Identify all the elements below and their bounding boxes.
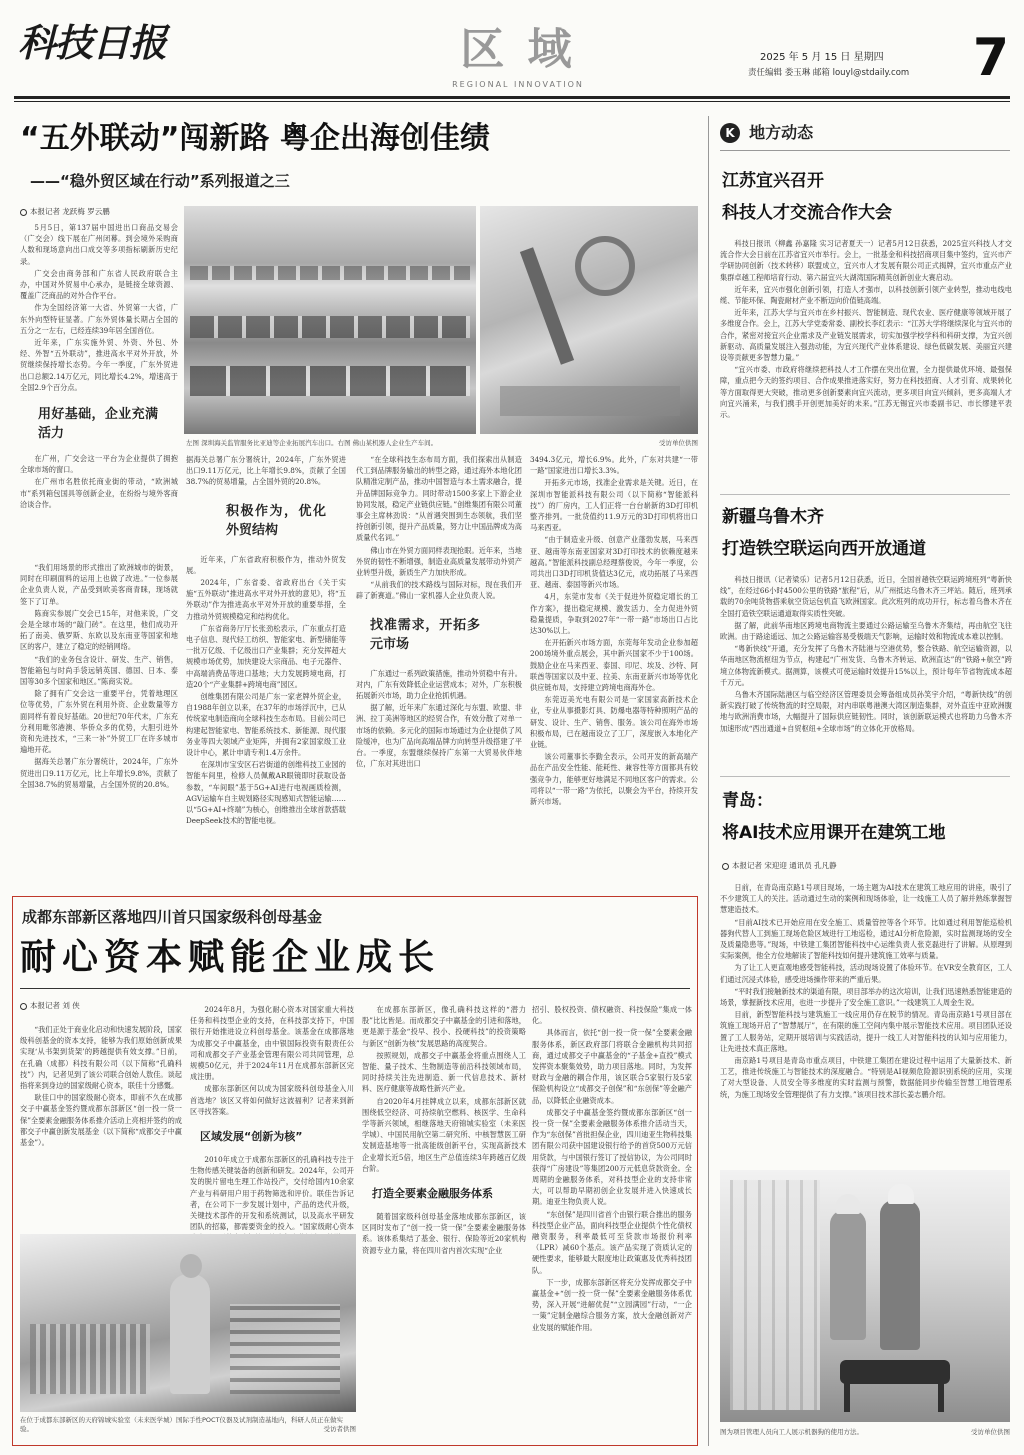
chengdu-column-1 <box>20 1024 182 1202</box>
paragraph: 日前，在青岛南京路1号项目现场，一场主题为AI技术在建筑工地应用的讲座，吸引了不少建筑工人的关注。活动通过生动的案例和现场体验，让一线施工人员了解并熟练掌握智慧建造技术。 <box>720 883 1012 915</box>
lead-title: “五外联动”闯新路 粤企出海创佳绩 <box>20 121 490 156</box>
paragraph: 为了让工人更直观地感受智能科技，活动现场设置了体验环节。在VR安全教育区，工人们通过沉浸式体验，感受进场操作带来的严重后果。 <box>720 963 1012 984</box>
paragraph: 在深圳市宝安区石岩街道的创维科技工业园的智能车间里，检修人员佩戴AR眼镜即时获取设备参数，“车间眼”基于5G+AI进行电视画质检测，AGV运输车自主规划路径实现感知式智能运输……以“5G+AI+终端”为核心，创维推出全球首款搭载DeepSeek技术的智能电视。 <box>186 760 346 826</box>
paragraph: 佛山市在外贸方面同样表现抢眼。近年来，当地外贸的韧性不断增强，制造业高质量发展带动外贸产业转型升级，新质生产力加快形成。 <box>356 545 522 578</box>
paragraph: 下一步，成都东部新区将充分发挥成都交子中赢基金+“创一投一贷一保”全要素金融服务体系优势，深入开展“进解优促”“立园满园”行动，“一企一策”定制金融综合服务方案，放大金融创新对产业发展的赋能作用。 <box>532 1277 692 1332</box>
lead-photo-caption <box>186 439 698 448</box>
paragraph: “从前我们的技术路线与国际对标，现在我们开辟了新赛道。”佛山一家机器人企业负责人说。 <box>356 580 522 601</box>
paragraph: “在全球科技生态布局方面，我们探索出从制造代工到品牌服务输出的转型之路，通过海外本地化团队精准定制产品，推动中国智造与本土需求融合，提升品牌国际竞争力。同时带动1500多家上下游企业协同发展，稳定产业链供应链。”创维集团有限公司董事会主席林劲说：“从首遇突围到生态领航，我们坚持创新引领，提升产品质量，努力让中国品牌成为高质量代名词。” <box>356 455 522 543</box>
paragraph: 具体而言，依托“创一投一贷一保”全要素金融服务体系，新区政府部门将联合金融机构共同招商，通过成都交子中赢基金的“子基金+直投”模式发挥资本聚集效势，助力项目落地。同时，为发挥财政与金融的耦合作用，该区联合5家银行及5家保险机构设立“成都交子创保”和“东创保”等金融产品，以降低企业融资成本。 <box>532 1028 692 1105</box>
lead-photo-left <box>184 206 476 434</box>
paragraph: 广交会由商务部和广东省人民政府联合主办，中国对外贸易中心承办，是链接全球资源、覆盖广泛商品的对外合作平台。 <box>20 268 178 301</box>
lead-caption-credit: 受访单位供图 <box>659 439 698 447</box>
paragraph: 自2020年4月挂牌成立以来，成都东部新区就围绕低空经济、可持续航空燃料、核医学、生命科学等新兴领域，相继落地天府锦城实验室（未来医学城）、中国民用航空第二研究所、中核智慧医工研发制造基地等一批高能级创新平台，实现高新技术企业增长近5倍，地区生产总值连续3年跨越百亿级台阶。 <box>362 1096 526 1173</box>
paragraph: 2024年8月，为强化耐心资本对国家重大科技任务和科技型企业的支持，在科技部支持下，中国银行开始推进设立科创母基金。该基金在成都落地为成都交子中赢基金，由中银国际投资有限责任公司和成都交子产业基金管理有限公司共同管理，总规模50亿元，并于2024年11月在成都东部新区完成注册。 <box>190 1005 354 1082</box>
chengdu-photo-caption <box>20 1416 356 1434</box>
paragraph: 乌鲁木齐国际陆港区与临空经济区管理委员会筹备组成员孙笑宇介绍，“粤新快线”的创新实践打破了传统物流的时空局限，对内串联粤港澳大湾区制造集群，对外直连中亚欧洲腹地与欧洲消费市场，大幅提升了国际供应链韧性。同时，该创新联运模式也将助力乌鲁木齐加速形成“西出通道+自贸枢纽+全球市场”的立体化开放格局。 <box>720 690 1012 733</box>
chengdu-rule <box>20 988 690 989</box>
paragraph: 招引、股权投资、债权融资、科技保险”集成一体化。 <box>532 1005 692 1026</box>
urumqi-body <box>720 574 1012 772</box>
paragraph: 随着国家级科创母基金落地成都东部新区，该区同时发布了“创一投一贷一保”全要素金融服务体系。该体系集结了基金、银行、保险等近20家机构资源专业力量，将在四川省内首次实现“企业 <box>362 1212 526 1255</box>
paragraph: 成都交子中赢基金签约暨成都东部新区“创一投一贷一保”全要素金融服务体系推介活动当天，作为“东创保”首批担保企业，四川迪亚生物科技集团有限公司获中国建设银行给予的首贷500万元信用贷款，与中国银行签订了授信协议，为公司同时获得“广房建设”等集团200万元低息贷款资金。全周期的金融服务体系，对科技型企业的支持非常大，可以帮助早期初创企业发展并进入快速成长期。迪亚生物负责人说。 <box>532 1107 692 1207</box>
lead-subtitle: ——“稳外贸区域在行动”系列报道之三 <box>30 172 290 190</box>
chengdu-caption-text: 在位于成都东部新区的天府锦城实验室（未来医学城）国际手性POCT仪器及试剂制造基地内，科研人员正在做实验。 <box>20 1416 344 1433</box>
paragraph: “我们的业务包含设计、研发、生产、销售，智能箱包与时尚手袋远销英国、德国、日本、泰国等30多个国家和地区。”陈商实说。 <box>20 654 178 687</box>
paragraph: “我们用场景的形式推出了欧洲城市的街景，同时在印刷面料的运用上也做了改进。”一位参展企业负责人说，产品受到欧美客商青睐，现场就签下了订单。 <box>20 563 178 606</box>
paragraph: 按照规划，成都交子中赢基金将重点围绕人工智能、量子技术、生物制造等前沿科技领域布局，同时持续关注先进制造、新一代信息技术、新材料、医疗健康等战略性新兴产业。 <box>362 1050 526 1094</box>
editor-line: 责任编辑 娄玉琳 邮箱 louyl@stdaily.com <box>748 68 910 78</box>
lead-column-4 <box>530 454 698 880</box>
masthead <box>0 0 1024 104</box>
paragraph: 东莞迈美光电有限公司是一家国家高新技术企业，专业从事摄影灯具、防爆电器等特种照明产品的研发、设计、生产、销售、服务。该公司在海外市场积极布局，已在越南设立了工厂，深度嵌入本地化产业链。 <box>530 695 698 750</box>
section-title: 区 域 <box>460 24 576 75</box>
lead-column-2 <box>186 454 346 880</box>
qingdao-body <box>720 882 1012 1164</box>
qingdao-caption-text: 图为项目管理人员向工人展示机器狗的使用方法。 <box>720 1428 863 1436</box>
right-column-divider <box>708 116 709 1446</box>
byline-marker-icon <box>20 1003 27 1010</box>
paragraph: 成都东部新区何以成为国家级科创母基金入川首选地？该区又将如何做好这波福利？记者来到新区寻找答案。 <box>190 1084 354 1116</box>
paragraph: “宜兴市委、市政府将继续把科技人才工作摆在突出位置，全力提供最优环境、最强保障，重点把今天的签约项目、合作成果推进落实好，努力在科技招商、人才引育、成果转化等方面取得更大突破，推动更多创新要素向宜兴流动，更多项目向宜兴倾斜，更多高端人才向宜兴涌来，与我们携手开创更加美好的未来。”江苏无锡宜兴市委副书记、市长缪建平表示。 <box>720 365 1012 420</box>
paragraph: 据海关总署广东分署统计，2024年，广东外贸进出口9.11万亿元，比上年增长9.8%，贡献了全国38.7%的贸易增量，占全国外贸的20.8%。 <box>186 455 346 487</box>
paragraph: “我们正处于商业化启动和快速发展阶段，国家级科创基金的资本支持，能够为我们原始创新成果实现‘从书架到货架’的跨越提供有效支撑。”日前，在孔确（成都）科技有限公司（以下简称“孔确科技”）内，记者见到了该公司联合创始人敖佳。谈起指将来到身边的国家级耐心资本，联佳十分感慨。 <box>20 1025 182 1091</box>
paragraph: “由于制造业升级、创意产业蓬勃发展，马来西亚、越南等东南亚国家对3D打印技术的依赖度越来越高。”智能派科技副总经理蔡俊说，今年一季度，公司共出口3D打印机货值达3亿元，成功拓展了马来西亚、越南、泰国等新兴市场。 <box>530 535 698 590</box>
qingdao-byline <box>722 860 1012 871</box>
paragraph: 据了解，此前华南地区跨境电商物流主要通过公路运输至乌鲁木齐集结，再由航空飞往欧洲。由于路途遥远、加之公路运输容易受极端天气影响，运输时效和物流成本难以控制。 <box>720 620 1012 642</box>
byline-marker-icon <box>20 209 27 216</box>
byline-marker-icon <box>722 863 729 870</box>
yixing-body <box>720 238 1012 490</box>
paragraph: 据了解，近年来广东通过深化与东盟、欧盟、非洲、拉丁美洲等地区的经贸合作，有效分散了对单一市场的依赖。多元化的国际市场通过为企业提供了风险缓冲，也为广品向高端品牌方向转型升级搭建了平台。一季度，东盟继续保持广东第一大贸易伙伴地位，广东对其进出口 <box>356 703 522 769</box>
qingdao-photo-caption <box>720 1428 1010 1437</box>
section-label-rule <box>720 150 1010 151</box>
chengdu-column-4 <box>532 1004 692 1442</box>
chengdu-column-2 <box>190 1004 354 1232</box>
header-rule <box>14 96 1010 99</box>
chengdu-byline <box>20 1000 180 1011</box>
lead-subhead-3: 找准需求，开拓多元市场 <box>370 617 480 652</box>
paragraph: 创维集团有限公司是广东一家老牌外贸企业，自1988年创立以来，在37年的市场浮沉中，已从传统家电制造商向全球科技生态布局。目前公司已构建起智能家电、智能系统技术、新能源、现代服务业等四大领域产业矩阵，并拥有2家国家级工业设计中心，累计申请专利1.4万余件。 <box>186 692 346 758</box>
lead-photo-right <box>480 206 698 434</box>
yixing-title-line-2: 科技人才交流合作大会 <box>722 203 892 223</box>
paragraph: 广东省商务厅厅长张劲松表示，广东重点打造电子信息、现代轻工纺织、智能家电、新型储能等一批万亿级、千亿级出口产业集群；充分发挥超大规模市场优势，加快建设大宗商品、电子元器件、中高端消费品等进口基地；大力发展跨境电商，打造20个“产业集群+跨境电商”园区。 <box>186 623 346 689</box>
paragraph: 3494.3亿元，增长6.9%。此外，广东对共建“一带一路”国家进出口增长3.3%。 <box>530 455 698 476</box>
byline-text: 本报记者 龙跃梅 罗云鹏 <box>30 207 110 216</box>
paragraph: 陈商实参展广交会已15年，对他来说，广交会是全球市场的“敲门砖”。在这里，他们成功开拓了南美、俄罗斯、东欧以及东南亚等国家和地区的客户，建立了稳定的经销网络。 <box>20 608 178 652</box>
paragraph: “东创保”是四川省首个由银行联合推出的服务科技型企业产品，面向科技型企业提供个性化债权融资服务，利率最低可至贷款市场报价利率（LPR）减60个基点。该产品实现了资质认定的硬性要求，能够最大限度地让政策惠及优秀科技团队。 <box>532 1209 692 1275</box>
paragraph: “平时我们接触新技术的渠道有限，项目部举办的这次培训，让我们迅速熟悉智能建造的场景，掌握新技术应用，也进一步提升了安全施工意识。”一线建筑工人周金生说。 <box>720 986 1012 1008</box>
paragraph: 在广州，广交会这一平台为企业提供了拥抱全球市场的窗口。 <box>20 454 178 475</box>
paragraph: 2010年成立于成都东部新区的孔确科技专注于生物传感关键装备的创新和研发。2024年，公司开发的脱片留电生理工作站投产，交付给国内10余家产业与科研用户用于药物筛选和评价。联佳告诉记者，在公司下一步发展计划中，产品的迭代升级，关键技术部件的开发和系统测试，以及高水平研发团队的招募，都需要资金的投入。“国家级耐心资本 <box>190 1155 354 1232</box>
lead-caption-text: 左图 深圳海关监管服务比亚迪等企业拓展汽车出口。右图 佛山某机器人企业生产车间。 <box>186 439 438 447</box>
section-label-text: 地方动态 <box>749 123 814 142</box>
k-badge-icon: K <box>720 123 740 143</box>
local-news-section-label <box>720 120 1010 146</box>
section-subtitle: REGIONAL INNOVATION <box>452 80 584 89</box>
paragraph: 耿佳口中的国家级耐心资本，即前不久在成都交子中赢基金签约暨成都东部新区“创一投一贷一保”全要素金融服务体系推介活动上亮相并签约的成都交子中赢创新发展基金（以下简称“成都交子中赢基金”）。 <box>20 1093 182 1148</box>
header-rule-thin <box>14 101 1010 102</box>
paragraph: 广东通过一系列政策措施，推动外贸稳中有升。对内，广东有效降低企业运营成本；对外，广东积极拓展新兴市场，助力企业抢抓机遇。 <box>356 668 522 701</box>
paragraph: 科技日报讯（记者梁乐）记者5月12日获悉，近日，全国首趟铁空联运跨境班列“粤新快线”，在经过66小时4500公里的铁路“旅程”后，从广州抵达乌鲁木齐三坪站。随后，班列承载的70余吨货物搭乘航空货运包机直飞欧洲国家。此次班列的成功开行，标志着乌鲁木齐在全国打造铁空联运通道取得实质性突破。 <box>720 575 1012 618</box>
article-divider <box>720 776 1010 777</box>
chengdu-title: 耐心资本赋能企业成长 <box>20 937 441 978</box>
paragraph: 在开拓新兴市场方面，东莞每年发动企业参加超200场境外重点展会，其中新兴国家不少于100场。鼓励企业在马来西亚、泰国、印尼、埃及、沙特、阿联酋等国家以及中亚、拉美、东南亚新兴市场等优化供应链布局，支持建立跨境电商海外仓。 <box>530 638 698 693</box>
chengdu-caption-credit: 受访者供图 <box>323 1425 356 1433</box>
paragraph: 近年来，宜兴市强化创新引领，打造人才强市，以科技创新引领产业转型，推动电线电缆、节能环保、陶瓷耐材产业不断迈向价值链高端。 <box>720 284 1012 306</box>
paragraph: 近年来，广东实施外贸、外资、外包、外经、外智“五外联动”，推进高水平对外开放，外贸继续保持增长态势。今年一季度，广东外贸进出口总额2.14万亿元，同比增长4.2%，增速高于全国2.9个百分点。 <box>20 338 178 392</box>
paragraph: 4月，东莞市发布《关于促进外贸稳定增长的工作方案》，提出稳定规模、激发活力、全力促进外贸稳量提质，争取到2027年“一带一路”市场出口占比达30%以上。 <box>530 592 698 636</box>
paragraph: 目前，新型智能科技与建筑施工一线应用仍存在脱节的情况。青岛南京路1号项目部在筑施工现场开启了“智慧展厅”，在有限的施工空间内集中展示智能技术应用。项目团队还设置了工人服务站，定期开展培训与实践活动，提升一线工人对智能科技的认知与应用能力，让先进技术真正落地。 <box>720 1010 1012 1053</box>
qingdao-title-line-2: 将AI技术应用课开在建筑工地 <box>722 823 946 843</box>
qingdao-caption-credit: 受访单位供图 <box>971 1428 1010 1436</box>
chengdu-subhead-2: 打造全要素金融服务体系 <box>372 1187 493 1201</box>
article-divider <box>720 494 1010 495</box>
paragraph: 在广州市名胜依托商业街的带动，“欧洲城市”系列箱包国具等创新企业，在纷纷与境外客商洽谈合作。 <box>20 477 178 509</box>
paragraph: 作为全国经济第一大省、外贸第一大省，广东外向型特征显著。广东外贸体量长期占全国的五分之一左右，已经连续39年居全国首位。 <box>20 303 178 335</box>
paragraph: “粤新快线”开通，充分发挥了乌鲁木齐陆港与空港优势，整合铁路、航空运输资源，以华南地区物流枢纽为节点，构建起“广州发货、乌鲁木齐转运、欧洲直达”的“铁路+航空”跨境立体物流新模式。据测算，该模式可使运输时效提升15%以上，预计每年节省物流成本超千万元。 <box>720 644 1012 687</box>
qingdao-photo <box>720 1170 1010 1422</box>
lead-subhead-2: 积极作为，优化外贸结构 <box>226 503 326 538</box>
yixing-title-line-1: 江苏宜兴召开 <box>722 171 824 191</box>
paragraph: 南京路1号项目是青岛市重点项目，中铁建工集团在建设过程中运用了大量新技术、新工艺，推进传统施工与智能技术的深度融合。“特别是AI视频危险源识别系统的应用，实现了对大型设备、人员安全等多维度的实时监测与预警，数据能同步传输至智慧工地管理系统，为施工现场安全管理提供了有力支撑。”该项目技术部长姜志鹏介绍。 <box>720 1056 1012 1099</box>
lead-subhead-1: 用好基础，企业充满活力 <box>38 407 158 442</box>
lead-byline <box>20 206 190 217</box>
byline-text: 本报记者 宋迎迎 通讯员 孔凡静 <box>732 861 837 870</box>
lead-column-1 <box>20 222 178 562</box>
urumqi-title-line-2: 打造铁空联运向西开放通道 <box>722 539 926 559</box>
lead-column-3 <box>356 454 522 880</box>
chengdu-column-3 <box>362 1004 526 1442</box>
paragraph: 近年来，广东省政府积极作为，推动外贸发展。 <box>186 554 346 575</box>
urumqi-title-line-1: 新疆乌鲁木齐 <box>722 507 824 527</box>
paragraph: 开拓多元市场，找准企业需求是关键。近日，在深圳市智能派科技有限公司（以下简称“智能派科技”）的厂房内，工人们正将一台台崭新的3D打印机整齐排列。一批货值约11.9万元的3D打印机将出口马来西亚。 <box>530 478 698 533</box>
paragraph: 2024年，广东省委、省政府出台《关于实施“五外联动”推进高水平对外开放的意见》，将“五外联动”作为推进高水平对外开放的重要举措，全力推动外贸规模稳定和结构优化。 <box>186 578 346 621</box>
qingdao-title-line-1: 青岛： <box>722 791 773 811</box>
paragraph: 近年来，江苏大学与宜兴市在乡村振兴、智能制造、现代农业、医疗健康等领域开展了多维度合作。会上，江苏大学党委常委、副校长李红表示：“江苏大学将继续深化与宜兴市的合作，紧密对接宜兴企业需求及产业链发展需求，切实加强学校学科和科研支撑，为宜兴创新驱动、高质量发展注入强劲动能，为宜兴现代产业体系建设、绿色低碳发展、美丽宜兴建设等贡献更多智慧力量。” <box>720 308 1012 363</box>
paragraph: 除了拥有广交会这一重要平台，凭着地理区位等优势，广东外贸在利用外资、企业数量等方面同样有着良好基础。20世纪70年代末，广东充分利用毗邻港澳、华侨众多的优势，大胆引进外资和先进技术，“三来一补”外贸工厂在许多城市遍地开花。 <box>20 689 178 755</box>
paragraph: 科技日报讯（柳鑫 孙嘉隆 实习记者夏天一）记者5月12日获悉，2025宜兴科技人才交流合作大会日前在江苏省宜兴市举行。会上，一批基金和科技招商项目集中签约，宜兴市产学研协同创新（技术转移）联盟成立，宜兴市人才发展有限公司正式揭牌，宜兴市重点产业集群卓越工程师培育行动、第六届宜兴大湖湾国际精英创新创业大赛启动。 <box>720 239 1012 282</box>
chengdu-subhead-1: 区域发展“创新为核” <box>200 1130 303 1144</box>
chengdu-kicker: 成都东部新区落地四川首只国家级科创母基金 <box>22 908 323 926</box>
issue-date: 2025 年 5 月 15 日 星期四 <box>760 52 884 63</box>
byline-text: 本报记者 刘 侠 <box>30 1001 80 1010</box>
paragraph: 5月5日，第137届中国进出口商品交易会（广交会）线下展在广州闭幕。到会境外采购商人数和现场意向出口成交等多项指标刷新历史纪录。 <box>20 223 178 266</box>
paragraph: 该公司董事长李勤全表示，公司开发的新高端产品在产品安全性能、能耗性、兼容性等方面都具有较强竞争力，能够更好地满足不同地区客户的需求。公司将以“一带一路”为依托，以聚会为平台，持续开发新兴市场。 <box>530 752 698 807</box>
paragraph: 据海关总署广东分署统计，2024年，广东外贸进出口9.11万亿元，比上年增长9.8%，贡献了全国38.7%的贸易增量，占全国外贸的20.8%。 <box>20 757 178 789</box>
chengdu-photo <box>20 1234 356 1412</box>
lead-column-1b <box>20 562 178 880</box>
newspaper-logo: 科技日报 <box>18 20 167 65</box>
page-number: 7 <box>972 28 1010 88</box>
paragraph: “目前AI技术已开始应用在安全施工、质量管控等各个环节。比如通过利用智能巡检机器狗代替人工到施工现场危险区域进行工地巡检，通过AI分析危险源，实时监测现场的安全及质量隐患等。”现场，中铁建工集团智能科技中心运维负责人张克磊进行了讲解。从原理到实际案例，他全方位地解读了智能科技如何提升建筑施工效率与质量。 <box>720 917 1012 961</box>
paragraph: 在成都东部新区，像孔确科技这样的“潜力股”比比皆是。而成都交子中赢基金的引进和落地，更是源于基金“投早、投小、投硬科技”的投资策略与新区“创新为核”发展思路的高度契合。 <box>362 1005 526 1048</box>
